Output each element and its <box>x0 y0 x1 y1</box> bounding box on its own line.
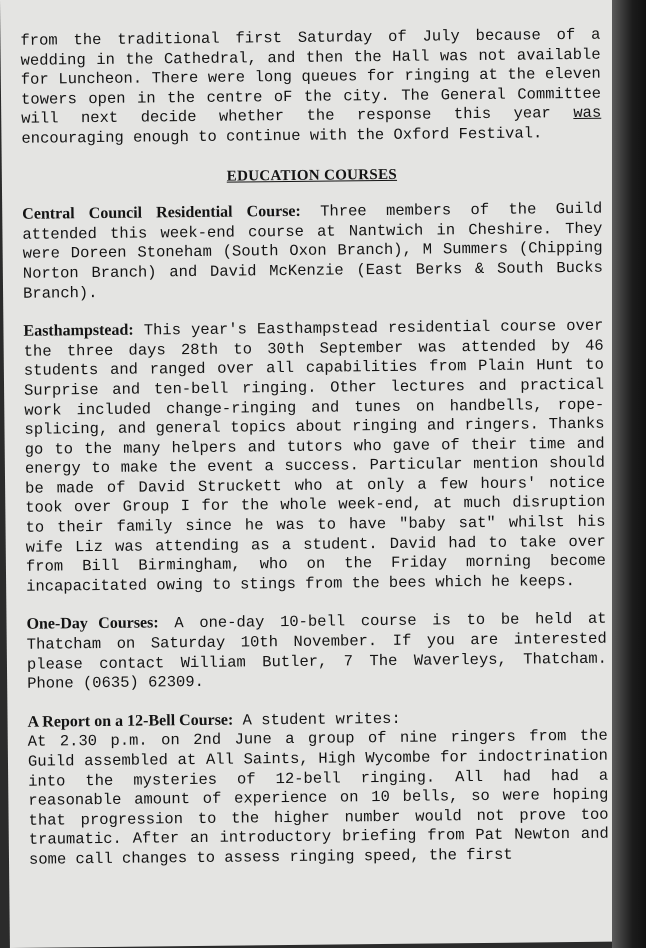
paragraph-title: Central Council Residential Course: <box>22 203 301 223</box>
paragraph-title: Easthampstead: <box>23 321 134 340</box>
section-heading: EDUCATION COURSES <box>226 166 398 185</box>
one-day-courses-paragraph: One-Day Courses: A one-day 10-bell course is to be held at Thatcham on Saturday 10th November. If you are interested please contact William Butler, 7 The Waverleys, Thatcham. Phone (0635) 62309. <box>26 610 608 693</box>
central-council-paragraph: Central Council Residential Course: Three members of the Guild attended this week-end course at Nantwich in Cheshire. They were Doreen Stoneham (South Oxon Branch), M Summers (Chipping Norton Branch) and David McKenzie (East Berks & South Bucks Branch). <box>22 199 603 303</box>
underlined-word: was <box>573 104 602 123</box>
paragraph-title: One-Day Courses: <box>26 614 159 634</box>
report-paragraph: A Report on a 12-Bell Course: A student writes: At 2.30 p.m. on 2nd June a group of nine ringers from the Guild assembled at All Saints, High Wycombe for indoctrination into the mysteries of 12-bell ringing. All had had a reasonable amount of experience on 10 bells, so were hoping that progression to the higher number would not prove too traumatic. After an introductory briefing from Pat Newton and some call changes to assess ringing speed, the first <box>27 709 609 869</box>
paragraph-title: A Report on a 12-Bell Course: <box>27 711 234 731</box>
intro-paragraph: from the traditional first Saturday of July because of a wedding in the Cathedral, and then the Hall was not available for Luncheon. There were long queues for ringing at the eleven towers open in the centre oF the city. The General Committee will next decide whether the response this year was encouraging enough to continue with the Oxford Festival. <box>20 25 602 148</box>
page-edge-shadow <box>612 0 646 948</box>
easthampstead-paragraph: Easthampstead: This year's Easthampstead residential course over the three days 28th to 30th September was attended by 46 students and ranged over all capabilities from Plain Hunt to Surprise and ten-bell ringing. Other lectures and practical work included change-ringing and tunes on handbells, rope-splicing, and general topics about ringing and ringers. Thanks go to the many helpers and tutors who gave of their time and energy to make the event a success. Particular mention should be made of David Struckett who at only a few hours' notice took over Group I for the whole week-end, at much disruption to their family since he was to have "baby sat" whilst his wife Liz was attending as a student. David had to take over from Bill Birmingham, who on the Friday morning become incapacitated owing to stings from the bees which he keeps. <box>23 316 607 596</box>
report-body: At 2.30 p.m. on 2nd June a group of nine ringers from the Guild assembled at All Saints, High Wycombe for indoctrination into the mysteries of 12-bell ringing. All had had a reasonable amount of experience on 10 bells, so were hoping that progression to the higher number would not prove too traumatic. After an introductory briefing from Pat Newton and some call changes to assess ringing speed, the first <box>27 727 609 869</box>
